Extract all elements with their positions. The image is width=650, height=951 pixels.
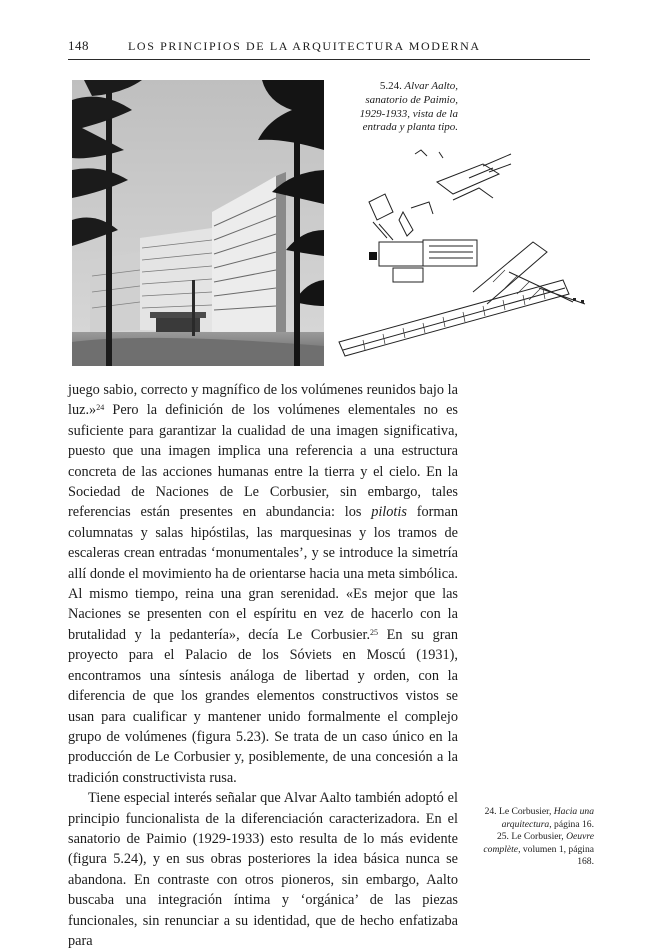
running-title: LOS PRINCIPIOS DE LA ARQUITECTURA MODERNA	[128, 39, 481, 53]
sanatorium-photo	[72, 80, 324, 366]
footnote-ref: 25	[370, 627, 379, 637]
figure-number: 5.24.	[379, 80, 402, 92]
footnote-text: 25. Le Corbusier,	[496, 831, 567, 843]
figure-caption	[340, 80, 458, 135]
floor-plan-drawing	[333, 142, 595, 368]
text-run: En su gran proyecto para el Palacio de los Sóviets en Moscú (1931), encontramos una síntesis análoga de libertad y orden, con la diferencia de que los grandes elementos constructivos vistos se usan para cualificar y mantener unido formalmente el complejo grupo de volúmenes (figura 5.23). Se trata de un caso único en la producción de Le Corbusier y, posiblemente, de una concesión a la tradición constructivista rusa.	[68, 626, 458, 786]
paragraph: Tiene especial interés señalar que Alvar Aalto también adoptó el principio funcionalista de la diferenciación caracterizadora. En el sanatorio de Paimio (1929-1933) esto resulta de lo más evidente (figura 5.24), y en sus obras posteriores la idea básica nunca se abandona. En contraste con otros pioneros, sin embargo, Aalto buscaba una integración íntima y ‘orgánica’ de las piezas funcionales, sin renunciar a su identidad, que de hecho enfatizaba para	[68, 790, 458, 949]
page-number: 148	[68, 38, 89, 53]
text-run: forman columnatas y salas hipóstilas, las marquesinas y los tramos de escaleras crean entradas ‘monumentales’, y se introduce la simetría allí donde el movimiento ha de orientarse hacia una meta simbólica. Al mismo tiempo, reina una gran serenidad. «Es mejor que las Naciones se presenten con el espíritu en vez de hacerlo con la brutalidad y la pedantería», decía Le Corbusier.	[68, 504, 458, 643]
footnote-title: Oeuvre complète	[483, 831, 594, 855]
footnote	[470, 806, 594, 831]
text-run: Pero la definición de los volúmenes elementales no es suficiente para garantizar la cualidad de una imagen significativa, puesto que una imagen implica una referencia a una estructura concreta de las acciones humanas entre la tierra y el cielo. En la Sociedad de Naciones de Le Corbusier, sin embargo, tales referencias están presentes en abundancia: los	[68, 402, 458, 521]
italic-term: pilotis	[371, 504, 407, 521]
footnote-text: 24. Le Corbusier,	[484, 806, 554, 817]
paragraph	[68, 380, 458, 788]
text-run: juego sabio, correcto y magnífico de los volúmenes reunidos bajo la luz.»	[68, 382, 458, 419]
margin-footnotes	[470, 806, 594, 869]
running-header	[68, 38, 590, 60]
footnote-ref: 24	[96, 403, 105, 413]
footnote-text: , página 16.	[549, 818, 594, 830]
footnote	[470, 831, 594, 869]
footnote-text: , volumen 1, página 168.	[518, 843, 594, 868]
figure-caption-text: Alvar Aalto, sanatorio de Paimio, 1929-1933, vista de la entrada y planta tipo.	[359, 80, 458, 134]
main-text	[68, 380, 458, 951]
footnote-title: Hacia una arquitectura	[501, 806, 594, 830]
